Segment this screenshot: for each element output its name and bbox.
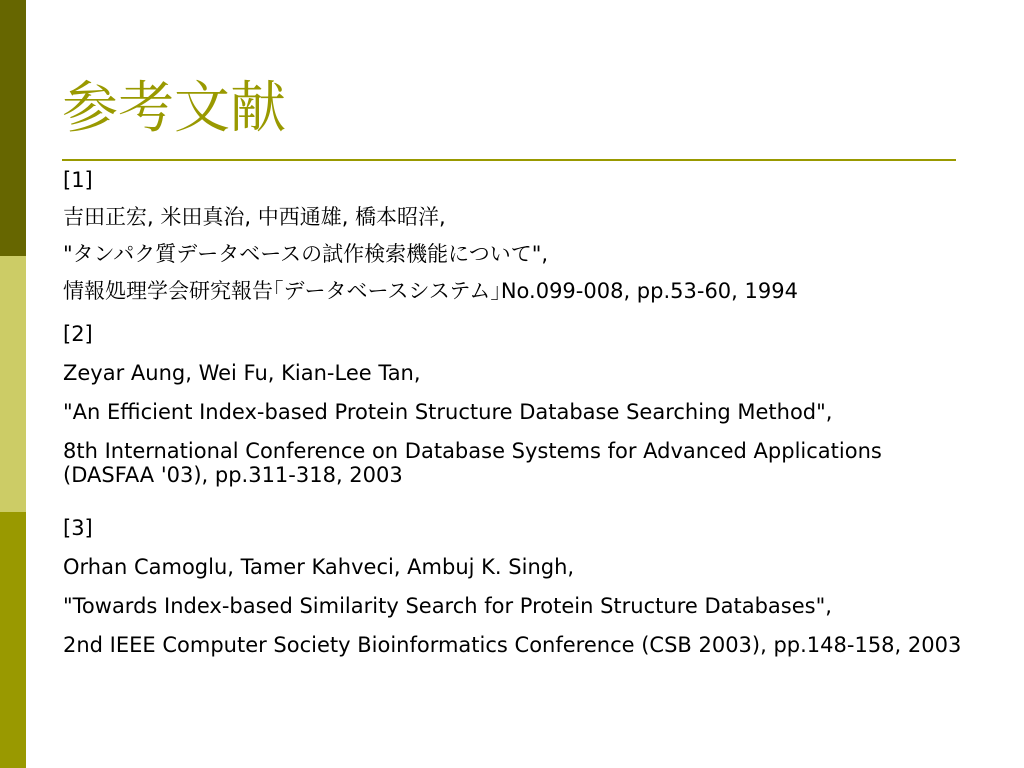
reference-3-authors: Orhan Camoglu, Tamer Kahveci, Ambuj K. Singh, (63, 555, 575, 579)
reference-3-venue: 2nd IEEE Computer Society Bioinformatics Conference (CSB 2003), pp.148-158, 2003 (63, 633, 962, 657)
sidebar-decoration (0, 0, 26, 768)
sidebar-band-bottom (0, 512, 26, 768)
reference-1-title: "タンパク質データベースの試作検索機能について", (63, 242, 549, 266)
sidebar-band-top (0, 0, 26, 256)
slide-title: 参考文献 (62, 76, 286, 141)
reference-2-number: [2] (63, 322, 93, 346)
reference-1-number: [1] (63, 168, 93, 192)
reference-3-title: "Towards Index-based Similarity Search for Protein Structure Databases", (63, 594, 832, 618)
sidebar-band-middle (0, 256, 26, 512)
reference-1-venue: 情報処理学会研究報告｢データベースシステム｣No.099-008, pp.53-60, 1994 (63, 279, 798, 303)
title-divider (62, 159, 956, 161)
reference-2-venue: 8th International Conference on Database Systems for Advanced Applications (DASFAA '03), pp.311-318, 2003 (63, 439, 882, 487)
reference-2-authors: Zeyar Aung, Wei Fu, Kian-Lee Tan, (63, 361, 421, 385)
reference-3-number: [3] (63, 516, 93, 540)
reference-2-title: "An Efficient Index-based Protein Structure Database Searching Method", (63, 400, 833, 424)
reference-1-authors: 吉田正宏, 米田真治, 中西通雄, 橋本昭洋, (63, 205, 446, 229)
